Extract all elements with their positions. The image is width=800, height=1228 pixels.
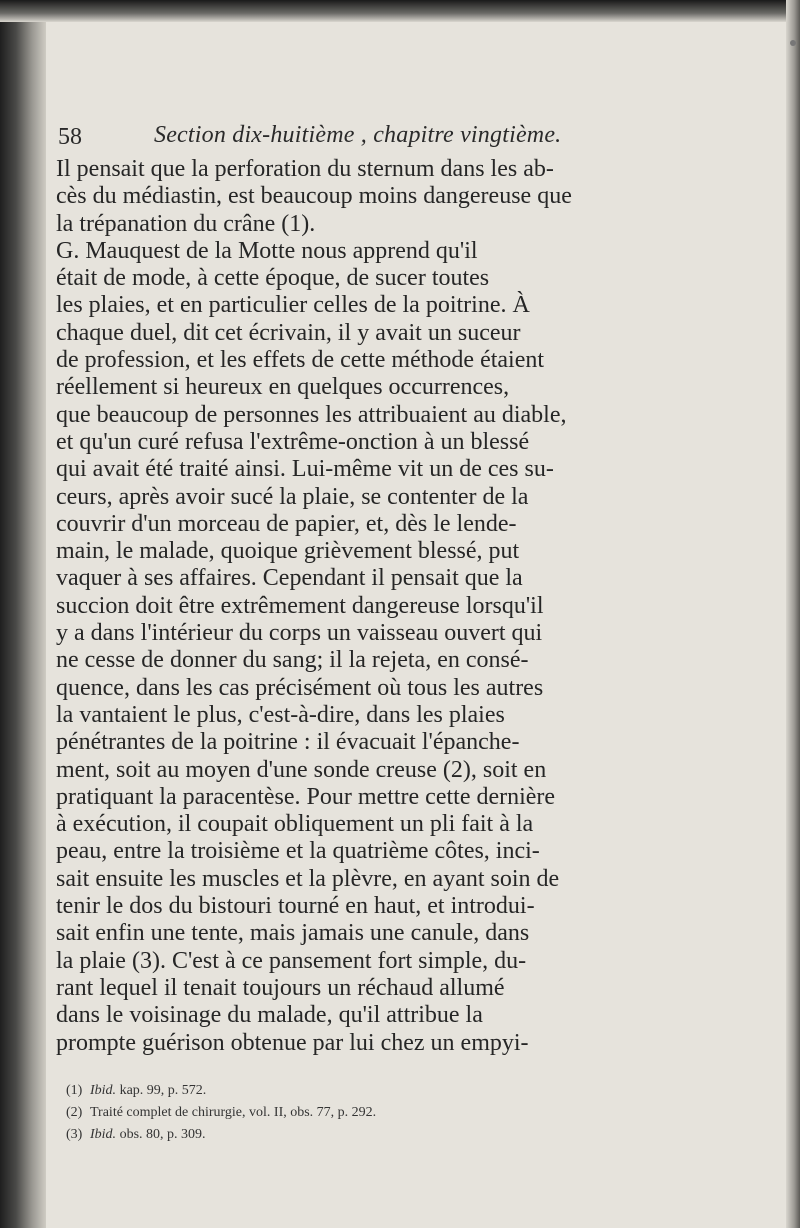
text-line: main, le malade, quoique grièvement blessé, put bbox=[56, 538, 520, 565]
text-line: ne cesse de donner du sang; il la rejeta, en consé- bbox=[56, 647, 529, 674]
text-line: ment, soit au moyen d'une sonde creuse (2), soit en bbox=[56, 756, 547, 783]
text-line: couvrir d'un morceau de papier, et, dès le lende- bbox=[56, 510, 517, 537]
page-header bbox=[58, 122, 758, 152]
footnote-text: kap. 99, p. 572. bbox=[116, 1083, 207, 1098]
text-line: pratiquant la paracentèse. Pour mettre cette dernière bbox=[56, 783, 556, 810]
text-line: vaquer à ses affaires. Cependant il pensait que la bbox=[56, 565, 523, 592]
text-line: cès du médiastin, est beaucoup moins dangereuse que bbox=[56, 183, 572, 210]
text-line: sait enfin une tente, mais jamais une canule, dans bbox=[56, 920, 530, 947]
footnote bbox=[66, 1102, 746, 1124]
footnote-ref: (3) bbox=[66, 1127, 83, 1142]
text-line: dans le voisinage du malade, qu'il attribue la bbox=[56, 1002, 483, 1029]
text-line: qui avait été traité ainsi. Lui-même vit un de ces su- bbox=[56, 456, 554, 483]
footnote-text: Traité complet de chirurgie, vol. II, obs. 77, p. 292. bbox=[90, 1105, 377, 1120]
book-spine-shadow bbox=[0, 0, 46, 1228]
text-line: réellement si heureux en quelques occurrences, bbox=[56, 374, 510, 401]
footnote-ref: (2) bbox=[66, 1105, 83, 1120]
text-line: sait ensuite les muscles et la plèvre, en ayant soin de bbox=[56, 865, 560, 892]
text-line: G. Mauquest de la Motte nous apprend qu'il bbox=[56, 237, 478, 264]
text-line: était de mode, à cette époque, de sucer toutes bbox=[56, 265, 490, 292]
text-line: ceurs, après avoir sucé la plaie, se contenter de la bbox=[56, 483, 529, 510]
text-line: chaque duel, dit cet écrivain, il y avait un suceur bbox=[56, 319, 521, 346]
ink-speck bbox=[790, 40, 796, 46]
text-line: que beaucoup de personnes les attribuaient au diable, bbox=[56, 401, 567, 428]
footnote-ref: (1) bbox=[66, 1083, 83, 1098]
text-line: Il pensait que la perforation du sternum dans les ab- bbox=[56, 156, 554, 182]
text-line: la trépanation du crâne (1). bbox=[56, 210, 316, 237]
footnotes bbox=[66, 1080, 746, 1146]
page-top-edge bbox=[0, 0, 800, 22]
footnote-source: Ibid. bbox=[90, 1127, 117, 1142]
text-line: rant lequel il tenait toujours un réchaud allumé bbox=[56, 974, 505, 1001]
text-line: de profession, et les effets de cette méthode étaient bbox=[56, 347, 545, 374]
running-title: Section dix-huitième , chapitre vingtième. bbox=[154, 122, 562, 148]
body-text bbox=[56, 156, 762, 1057]
text-line: la plaie (3). C'est à ce pansement fort simple, du- bbox=[56, 947, 527, 974]
text-line: tenir le dos du bistouri tourné en haut, et introdui- bbox=[56, 893, 535, 920]
footnote bbox=[66, 1080, 746, 1102]
text-line: peau, entre la troisième et la quatrième côtes, inci- bbox=[56, 838, 540, 865]
text-line: y a dans l'intérieur du corps un vaisseau ouvert qui bbox=[56, 620, 543, 647]
footnote-text: obs. 80, p. 309. bbox=[116, 1127, 206, 1142]
text-line: les plaies, et en particulier celles de la poitrine. À bbox=[56, 292, 530, 319]
footnote bbox=[66, 1124, 746, 1146]
text-line: pénétrantes de la poitrine : il évacuait l'épanche- bbox=[56, 729, 520, 756]
text-line: quence, dans les cas précisément où tous les autres bbox=[56, 674, 544, 701]
text-line: la vantaient le plus, c'est-à-dire, dans les plaies bbox=[56, 701, 505, 728]
page-right-edge bbox=[786, 0, 800, 1228]
text-line: et qu'un curé refusa l'extrême-onction à un blessé bbox=[56, 428, 530, 455]
footnote-source: Ibid. bbox=[90, 1083, 117, 1098]
text-line: prompte guérison obtenue par lui chez un empyi- bbox=[56, 1029, 529, 1056]
text-line: succion doit être extrêmement dangereuse lorsqu'il bbox=[56, 592, 544, 619]
page-number: 58 bbox=[58, 124, 82, 150]
book-page bbox=[46, 22, 786, 1228]
text-line: à exécution, il coupait obliquement un pli fait à la bbox=[56, 811, 534, 838]
